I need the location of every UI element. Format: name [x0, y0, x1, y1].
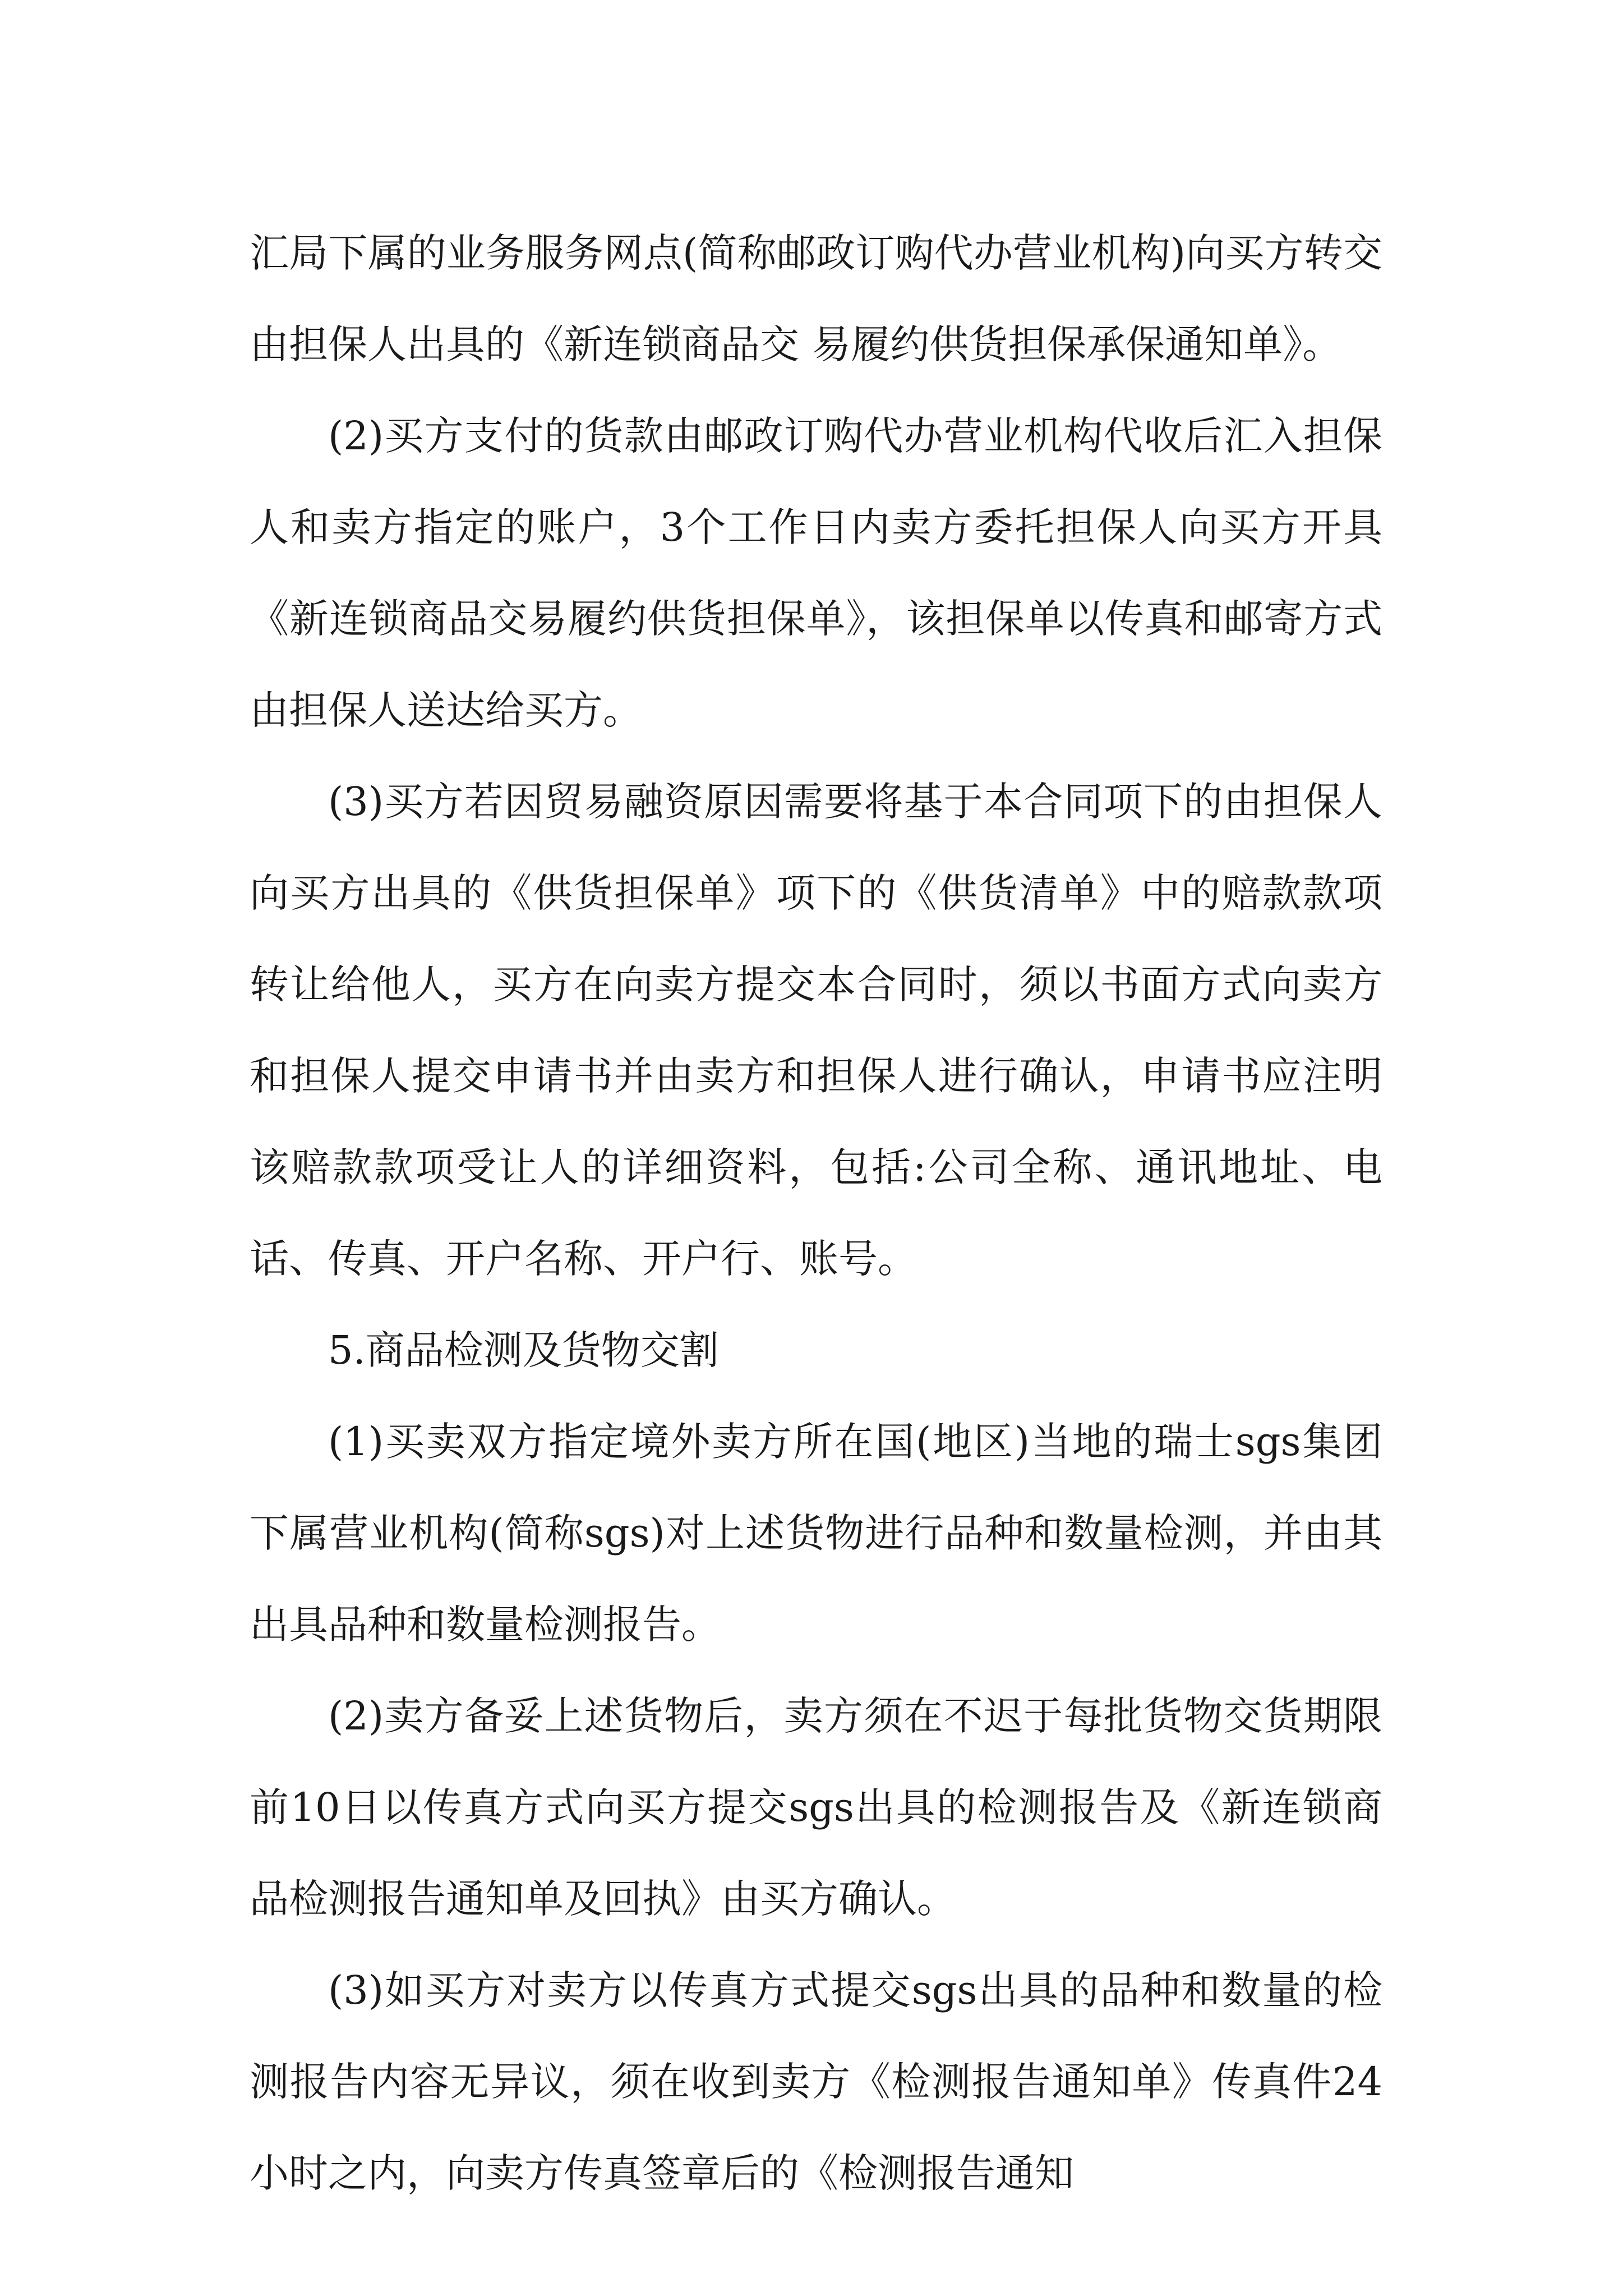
- paragraph-claim-transfer: (3)买方若因贸易融资原因需要将基于本合同项下的由担保人向买方出具的《供货担保单》项下的《供货清单》中的赔款款项转让给他人，买方在向卖方提交本合同时，须以书面方式向卖方和担保人提交申请书并由卖方和担保人进行确认，申请书应注明该赔款款项受让人的详细资料，包括:公司全称、通讯地址、电话、传真、开户名称、开户行、账号。: [250, 779, 1382, 1282]
- section-heading-inspection: 5.商品检测及货物交割: [328, 1327, 719, 1373]
- paragraph-payment-collection: (2)买方支付的货款由邮政订购代办营业机构代收后汇入担保人和卖方指定的账户，3个工作日内卖方委托担保人向买方开具《新连锁商品交易履约供货担保单》，该担保单以传真和邮寄方式由担保人送达给买方。: [250, 413, 1382, 733]
- paragraph-inspection-report-submission: (2)卖方备妥上述货物后，卖方须在不迟于每批货物交货期限前10日以传真方式向买方提交sgs出具的检测报告及《新连锁商品检测报告通知单及回执》由买方确认。: [250, 1693, 1382, 1922]
- paragraph-continuation: 汇局下属的业务服务网点(简称邮政订购代办营业机构)向买方转交由担保人出具的《新连锁商品交 易履约供货担保承保通知单》。: [250, 230, 1382, 367]
- document-body: [250, 208, 1382, 2219]
- paragraph-sgs-inspection: (1)买卖双方指定境外卖方所在国(地区)当地的瑞士sgs集团下属营业机构(简称sgs)对上述货物进行品种和数量检测，并由其出具品种和数量检测报告。: [250, 1419, 1382, 1648]
- paragraph-report-confirmation: (3)如买方对卖方以传真方式提交sgs出具的品种和数量的检测报告内容无异议，须在收到卖方《检测报告通知单》传真件24小时之内，向卖方传真签章后的《检测报告通知: [250, 1967, 1382, 2196]
